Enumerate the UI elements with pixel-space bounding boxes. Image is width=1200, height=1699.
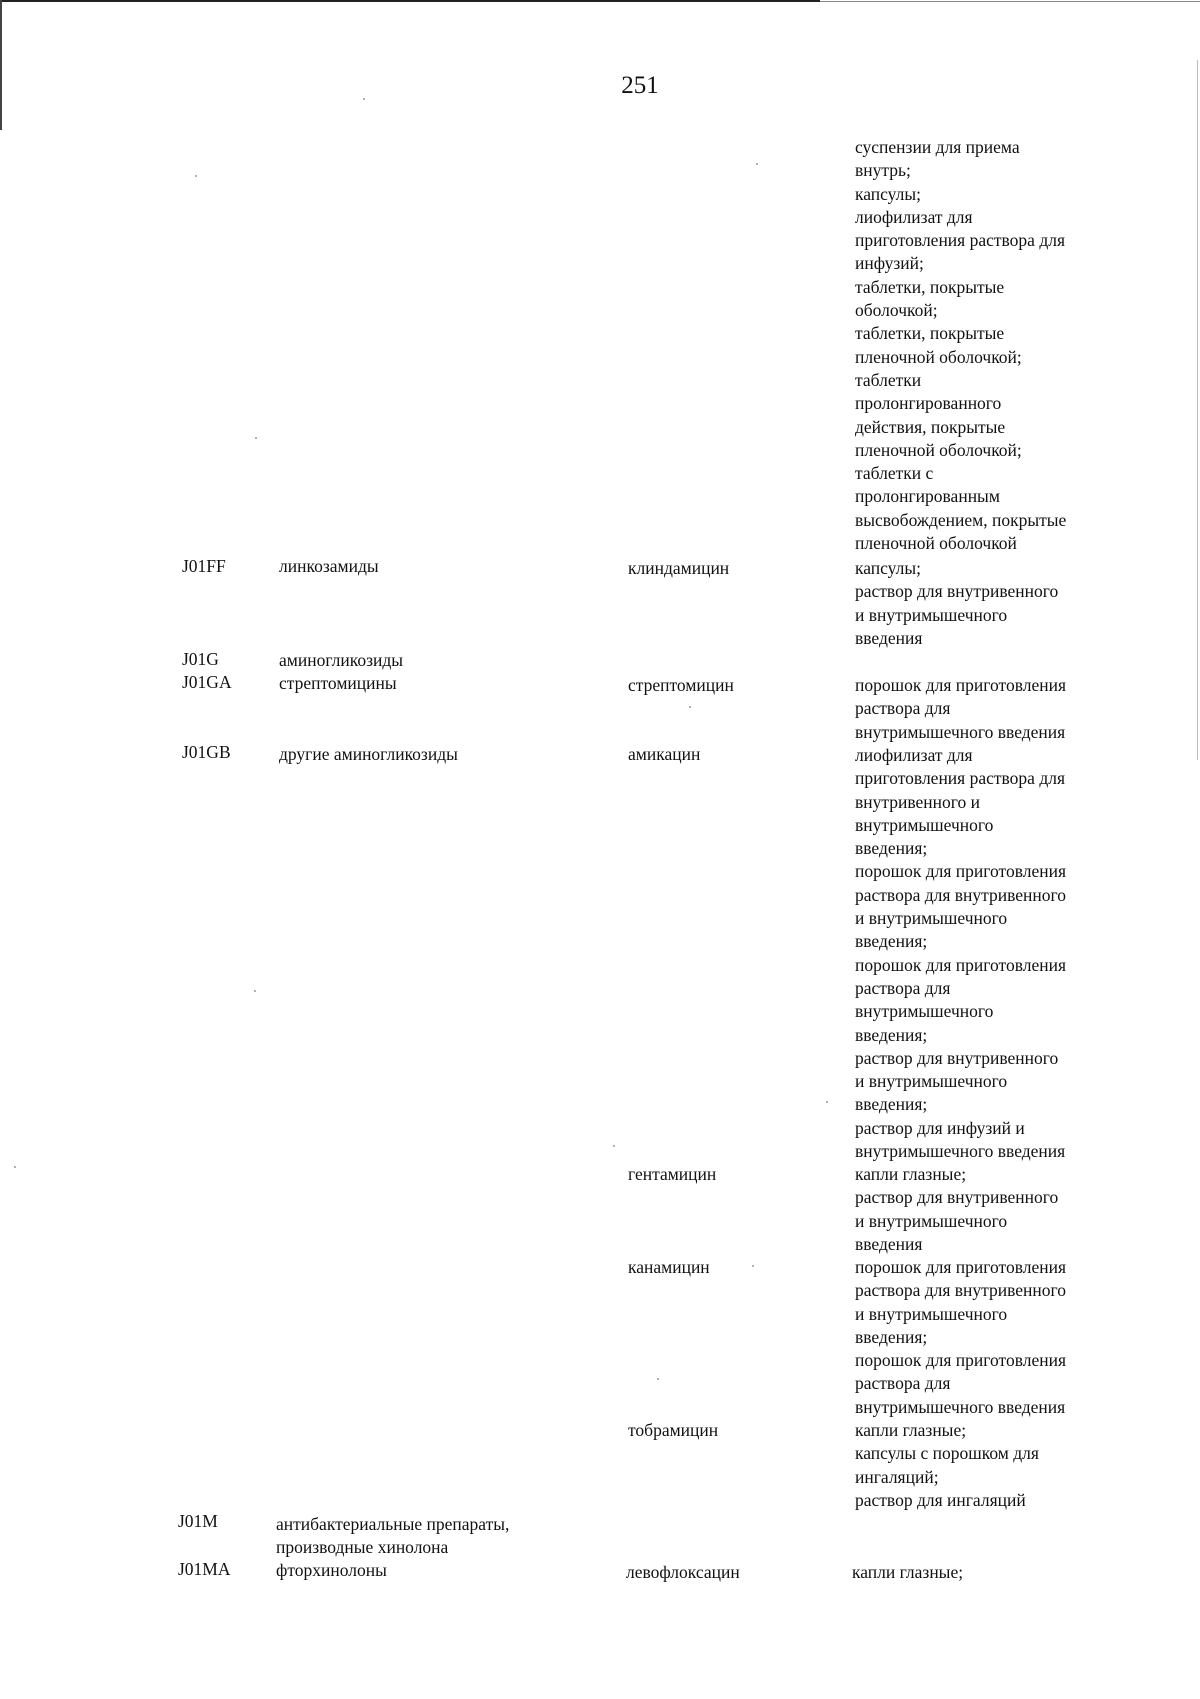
form-line: внутримышечного введения — [855, 1396, 1066, 1417]
drug-name: левофлоксацин — [626, 1562, 740, 1582]
scan-edge — [0, 0, 2, 130]
form-line: раствора для внутривенного — [855, 884, 1067, 905]
form-line: и внутримышечного — [855, 908, 1008, 929]
page-number: 251 — [621, 72, 659, 99]
dosage-forms-list — [852, 1561, 1102, 1584]
form-line: капли глазные; — [852, 1562, 964, 1582]
form-line: таблетки с — [855, 463, 934, 484]
form-line: порошок для приготовления — [855, 1257, 1066, 1277]
drug-name: амикацин — [628, 744, 701, 764]
form-line: раствор для ингаляций — [855, 1489, 1026, 1510]
form-line: раствора для — [855, 977, 951, 998]
form-line: введения — [855, 1233, 923, 1254]
form-line: внутрь; — [855, 160, 911, 181]
dosage-forms-list — [855, 1419, 1105, 1512]
form-line: приготовления раствора для — [855, 768, 1065, 789]
form-line: и внутримышечного — [855, 1071, 1008, 1092]
form-line: лиофилизат для — [855, 745, 973, 765]
form-line: лиофилизат для — [855, 206, 973, 227]
atc-group-name: стрептомицины — [279, 673, 397, 693]
scan-speck — [254, 990, 256, 992]
dosage-forms-list — [855, 1256, 1105, 1419]
form-line: внутримышечного — [855, 814, 994, 835]
dosage-forms-list — [855, 557, 1105, 650]
form-line: раствор для внутривенного — [855, 1047, 1059, 1068]
scan-speck — [826, 1101, 828, 1103]
form-line: введения; — [855, 1094, 928, 1115]
atc-group-name: аминогликозиды — [279, 650, 404, 670]
form-line: капли глазные; — [855, 1164, 967, 1184]
form-line: пленочной оболочкой; — [855, 346, 1022, 367]
scan-speck — [752, 1265, 754, 1267]
form-line: введения; — [855, 1024, 928, 1045]
form-line: и внутримышечного — [855, 604, 1008, 625]
form-line: внутривенного и — [855, 791, 980, 812]
form-line: введения; — [855, 838, 928, 859]
form-line: капсулы с порошком для — [855, 1443, 1039, 1464]
form-line: внутримышечного — [855, 1001, 994, 1022]
form-line: раствора для внутривенного — [855, 1280, 1067, 1301]
atc-code: J01GA — [182, 672, 232, 692]
form-line: высвобождением, покрытые — [855, 509, 1067, 530]
atc-group-name: другие аминогликозиды — [279, 744, 458, 764]
drug-name: тобрамицин — [628, 1420, 719, 1440]
form-line: ингаляций; — [855, 1466, 939, 1487]
form-line: капсулы; — [855, 183, 922, 204]
form-line: порошок для приготовления — [855, 954, 1066, 975]
form-line: введения — [855, 627, 923, 648]
drug-name: стрептомицин — [628, 675, 734, 695]
form-line: раствора для — [855, 1373, 951, 1394]
scan-edge — [820, 1, 1200, 2]
scan-speck — [613, 1145, 615, 1147]
form-line: порошок для приготовления — [855, 675, 1066, 695]
atc-group-name: линкозамиды — [279, 556, 379, 576]
form-line: и внутримышечного — [855, 1303, 1008, 1324]
scan-speck — [255, 437, 257, 439]
form-line: оболочкой; — [855, 300, 938, 321]
form-line: капли глазные; — [855, 1420, 967, 1440]
form-line: суспензии для приема — [855, 137, 1020, 157]
scan-speck — [14, 1166, 16, 1168]
form-line: раствора для — [855, 698, 951, 719]
form-line: введения; — [855, 931, 928, 952]
form-line: раствор для инфузий и — [855, 1117, 1025, 1138]
form-line: таблетки, покрытые — [855, 276, 1005, 297]
scan-speck — [363, 98, 365, 100]
scan-edge — [1197, 60, 1198, 760]
atc-code: J01G — [182, 649, 219, 669]
atc-group-name: фторхинолоны — [276, 1560, 387, 1580]
dosage-forms-list — [855, 1163, 1105, 1256]
form-line: пленочной оболочкой — [855, 533, 1017, 554]
dosage-forms-list — [855, 744, 1105, 1163]
form-line: раствор для внутривенного — [855, 581, 1059, 602]
drug-name: клиндамицин — [628, 558, 730, 578]
form-line: действия, покрытые — [855, 416, 1006, 437]
atc-code: J01M — [178, 1511, 218, 1531]
form-line: инфузий; — [855, 253, 924, 274]
atc-code: J01MA — [178, 1559, 231, 1579]
scan-edge — [0, 0, 820, 2]
form-line: порошок для приготовления — [855, 1350, 1066, 1371]
atc-group-name — [276, 1513, 576, 1560]
form-line: введения; — [855, 1326, 928, 1347]
form-line: таблетки — [855, 369, 922, 390]
scan-speck — [195, 175, 197, 177]
drug-name: канамицин — [628, 1257, 710, 1277]
dosage-forms-list — [855, 674, 1105, 744]
scan-speck — [756, 163, 758, 165]
continued-forms-list — [855, 136, 1105, 555]
scan-speck — [657, 1378, 659, 1380]
form-line: внутримышечного введения — [855, 1141, 1066, 1162]
atc-code: J01GB — [182, 742, 231, 762]
atc-code: J01FF — [182, 556, 226, 576]
group-line: антибактериальные препараты, — [276, 1514, 510, 1534]
form-line: и внутримышечного — [855, 1210, 1008, 1231]
form-line: приготовления раствора для — [855, 230, 1065, 251]
form-line: пленочной оболочкой; — [855, 439, 1022, 460]
form-line: капсулы; — [855, 558, 922, 578]
form-line: раствор для внутривенного — [855, 1187, 1059, 1208]
form-line: порошок для приготовления — [855, 861, 1066, 882]
form-line: внутримышечного введения — [855, 721, 1066, 742]
scan-speck — [689, 706, 691, 708]
group-line: производные хинолона — [276, 1537, 449, 1558]
drug-name: гентамицин — [628, 1164, 717, 1184]
form-line: пролонгированного — [855, 393, 1002, 414]
form-line: пролонгированным — [855, 486, 1000, 507]
form-line: таблетки, покрытые — [855, 323, 1005, 344]
